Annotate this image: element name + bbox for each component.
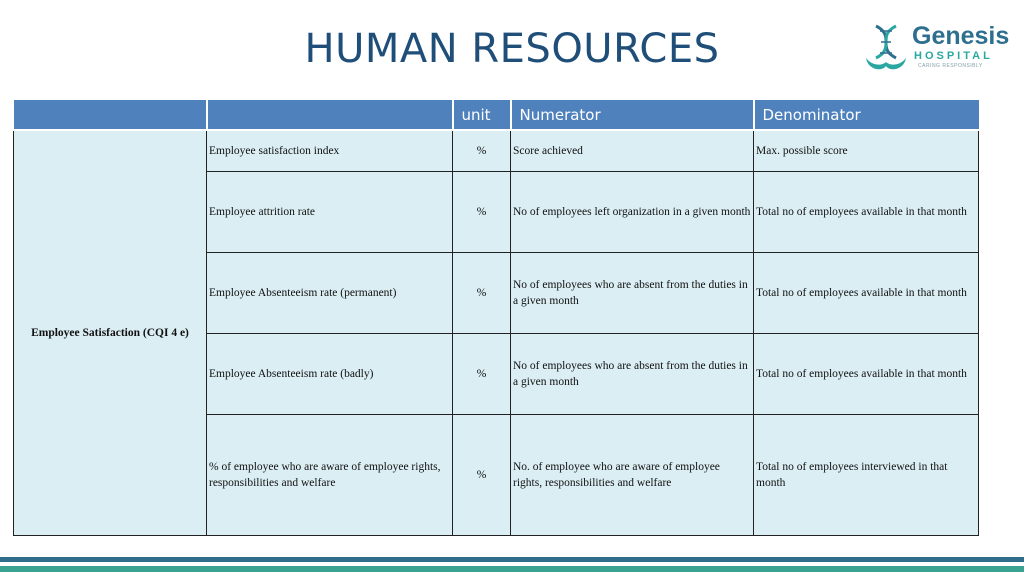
dna-hands-icon [862,22,910,76]
logo-sub: HOSPITAL [914,50,993,62]
numerator-cell: No of employees who are absent from the duties in a given month [511,333,754,414]
denominator-cell: Total no of employees available in that month [754,333,979,414]
header-numerator: Numerator [511,100,754,130]
numerator-cell: No of employees left organization in a given month [511,171,754,252]
header-denominator: Denominator [754,100,979,130]
hr-indicators-table [13,100,979,536]
slide-title: HUMAN RESOURCES [304,26,720,72]
indicator-cell: Employee Absenteeism rate (permanent) [207,252,453,333]
unit-cell: % [453,171,511,252]
unit-cell: % [453,414,511,535]
logo-brand: Genesis [912,22,1010,50]
unit-cell: % [453,252,511,333]
footer-stripe-light [0,566,1024,572]
table-header-row [14,100,979,130]
genesis-hospital-logo [862,20,1010,78]
table-row [14,130,979,171]
indicator-cell: % of employee who are aware of employee rights, responsibilities and welfare [207,414,453,535]
indicator-cell: Employee attrition rate [207,171,453,252]
header-indicator [207,100,453,130]
denominator-cell: Total no of employees interviewed in that month [754,414,979,535]
numerator-cell: No of employees who are absent from the duties in a given month [511,252,754,333]
indicator-cell: Employee satisfaction index [207,130,453,171]
logo-tagline: CARING RESPONSIBLY [918,63,983,69]
group-label: Employee Satisfaction (CQI 4 e) [14,130,207,535]
numerator-cell: Score achieved [511,130,754,171]
header-unit: unit [453,100,511,130]
denominator-cell: Total no of employees available in that month [754,252,979,333]
unit-cell: % [453,333,511,414]
denominator-cell: Max. possible score [754,130,979,171]
numerator-cell: No. of employee who are aware of employee rights, responsibilities and welfare [511,414,754,535]
unit-cell: % [453,130,511,171]
indicator-cell: Employee Absenteeism rate (badly) [207,333,453,414]
header-group [14,100,207,130]
denominator-cell: Total no of employees available in that month [754,171,979,252]
